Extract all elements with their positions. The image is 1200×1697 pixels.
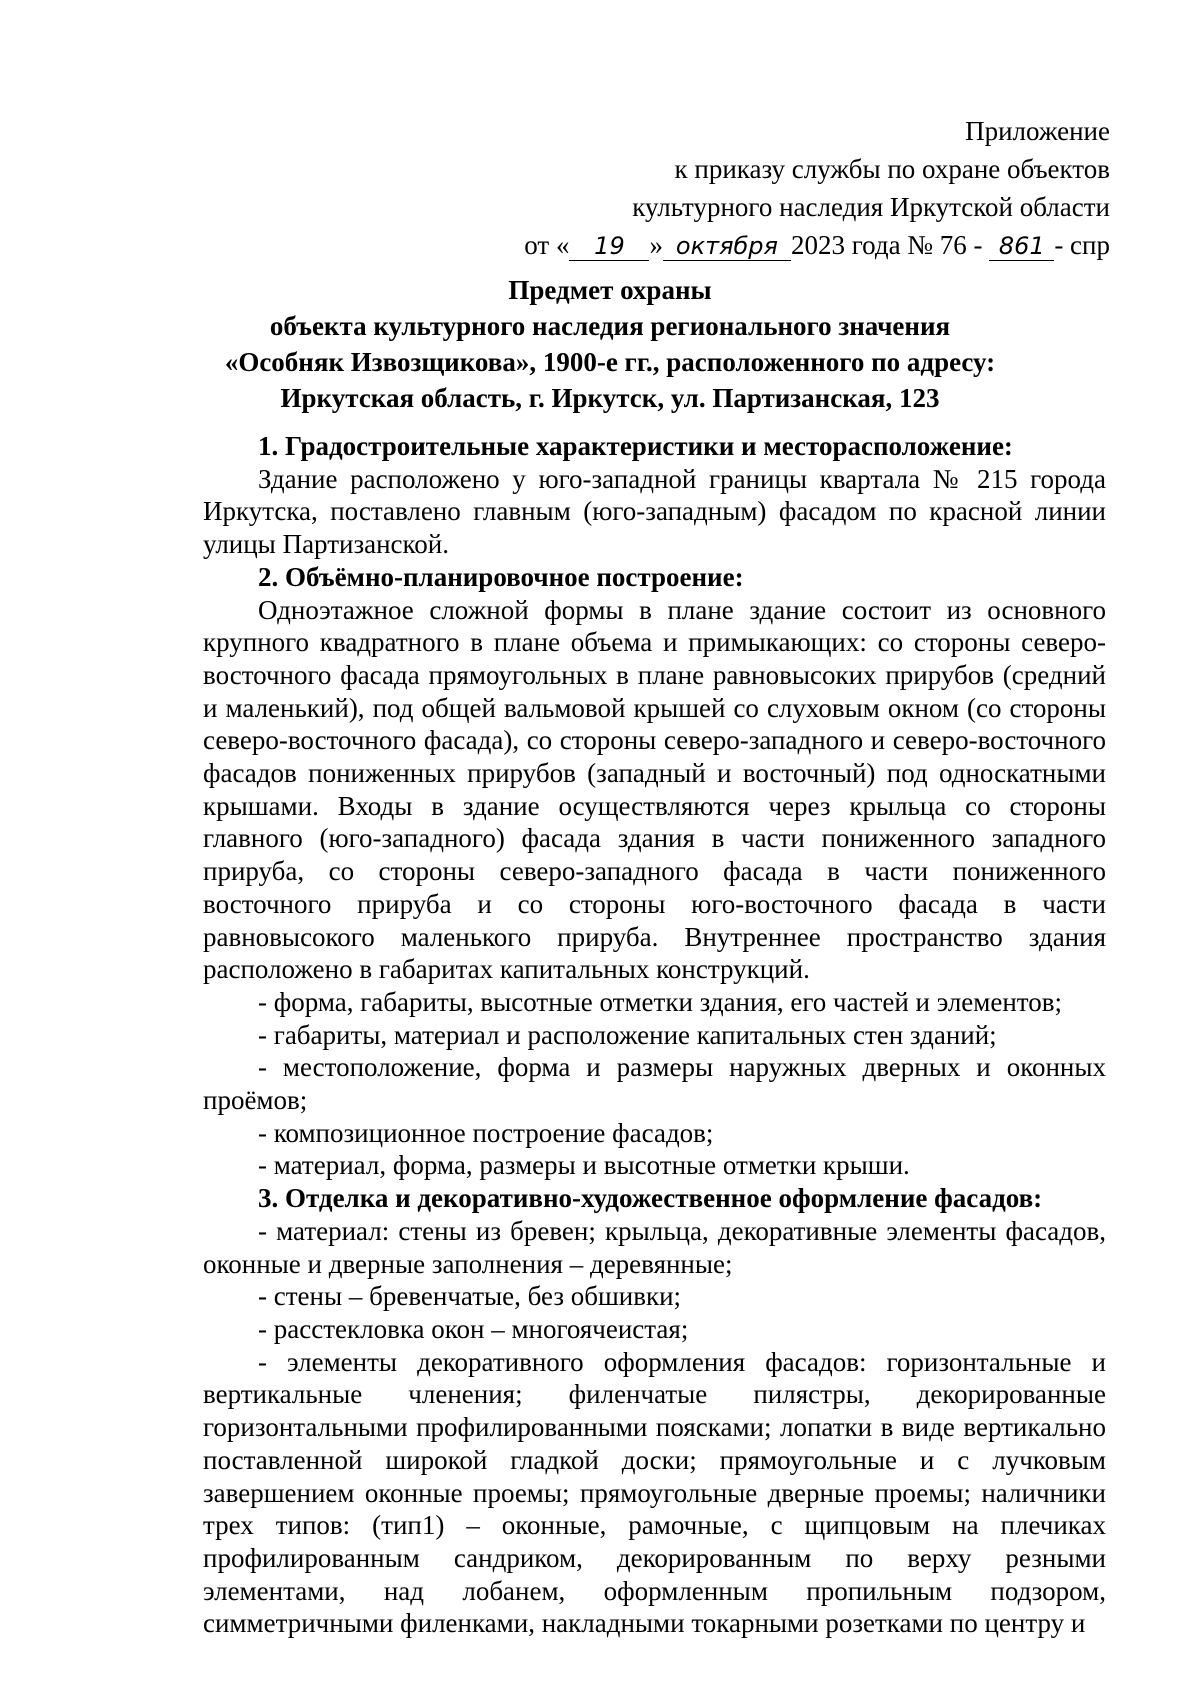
handwritten-day: 19	[569, 232, 649, 261]
appendix-label: Приложение	[965, 116, 1110, 146]
section-2-item: - габариты, материал и расположение капитальных стен зданий;	[258, 1019, 997, 1050]
section-2-heading: 2. Объёмно-планировочное построение:	[258, 561, 744, 592]
document-body	[203, 430, 1106, 1640]
handwritten-order-number: 861	[989, 232, 1054, 261]
section-1-heading: 1. Градостроительные характеристики и месторасположение:	[258, 431, 1013, 461]
date-mid: »	[649, 230, 663, 260]
order-reference-line-1: к приказу службы по охране объектов	[674, 154, 1110, 184]
order-reference-line-2: культурного наследия Иркутской области	[632, 192, 1110, 222]
title-line-4: Иркутская область, г. Иркутск, ул. Партизанская, 123	[280, 383, 940, 413]
document-title	[110, 272, 1110, 416]
section-3-item: - стены – бревенчатые, без обшивки;	[258, 1281, 682, 1312]
number-suffix: - спр	[1054, 230, 1110, 260]
date-prefix: от «	[524, 230, 570, 260]
appendix-header	[524, 112, 1110, 264]
section-2-item: - материал, форма, размеры и высотные отметки крыши.	[258, 1150, 910, 1181]
title-line-2: объекта культурного наследия регионального значения	[269, 311, 951, 341]
section-2-item: - местоположение, форма и размеры наружных дверных и оконных проёмов;	[203, 1052, 1106, 1116]
title-line-3: «Особняк Извозщикова», 1900-е гг., расположенного по адресу:	[224, 347, 996, 377]
section-2-item: - форма, габариты, высотные отметки здания, его частей и элементов;	[258, 986, 1063, 1017]
title-line-1: Предмет охраны	[508, 275, 712, 305]
section-2-text: Одноэтажное сложной формы в плане здание состоит из основного крупного квадратного в плане объема и примыкающих: со стороны северо-восточного фасада прямоугольных в плане равновысоких прирубов (средний и маленький), под общей вальмовой крышей со слуховым окном (со стороны северо-восточного фасада), со стороны северо-западного и северо-восточного фасадов пониженных прирубов (западный и восточный) под односкатными крышами. Входы в здание осуществляются через крыльца со стороны главного (юго-западного) фасада здания в части пониженного западного прируба, со стороны северо-западного фасада в части пониженного восточного прируба и со стороны юго-восточного фасада в части равновысокого маленького прируба. Внутреннее пространство здания расположено в габаритах капитальных конструкций.	[203, 594, 1106, 985]
section-2-item: - композиционное построение фасадов;	[258, 1117, 714, 1148]
date-suffix: 2023 года № 76 -	[790, 230, 983, 260]
order-date-line	[524, 226, 1110, 264]
section-3-heading: 3. Отделка и декоративно-художественное оформление фасадов:	[258, 1183, 1043, 1214]
section-1-text: Здание расположено у юго-западной границы квартала № 215 города Иркутска, поставлено главным (юго-западным) фасадом по красной линии улицы Партизанской.	[203, 463, 1106, 560]
section-3-item: - материал: стены из бревен; крыльца, декоративные элементы фасадов, оконные и дверные заполнения – деревянные;	[203, 1215, 1106, 1279]
handwritten-month: октября	[663, 232, 791, 261]
section-3-item: - расстекловка окон – многоячеистая;	[258, 1313, 689, 1344]
section-3-item: - элементы декоративного оформления фасадов: горизонтальные и вертикальные членения; филенчатые пилястры, декорированные горизонтальными профилированными поясками; лопатки в виде вертикально поставленной широкой гладкой доски; прямоугольные и с лучковым завершением оконные проемы; прямоугольные дверные проемы; наличники трех типов: (тип1) – оконные, рамочные, с щипцовым на плечиках профилированным сандриком, декорированным по верху резными элементами, над лобанем, оформленным пропильным подзором, симметричными филенками, накладными токарными розетками по центру и	[203, 1346, 1106, 1639]
